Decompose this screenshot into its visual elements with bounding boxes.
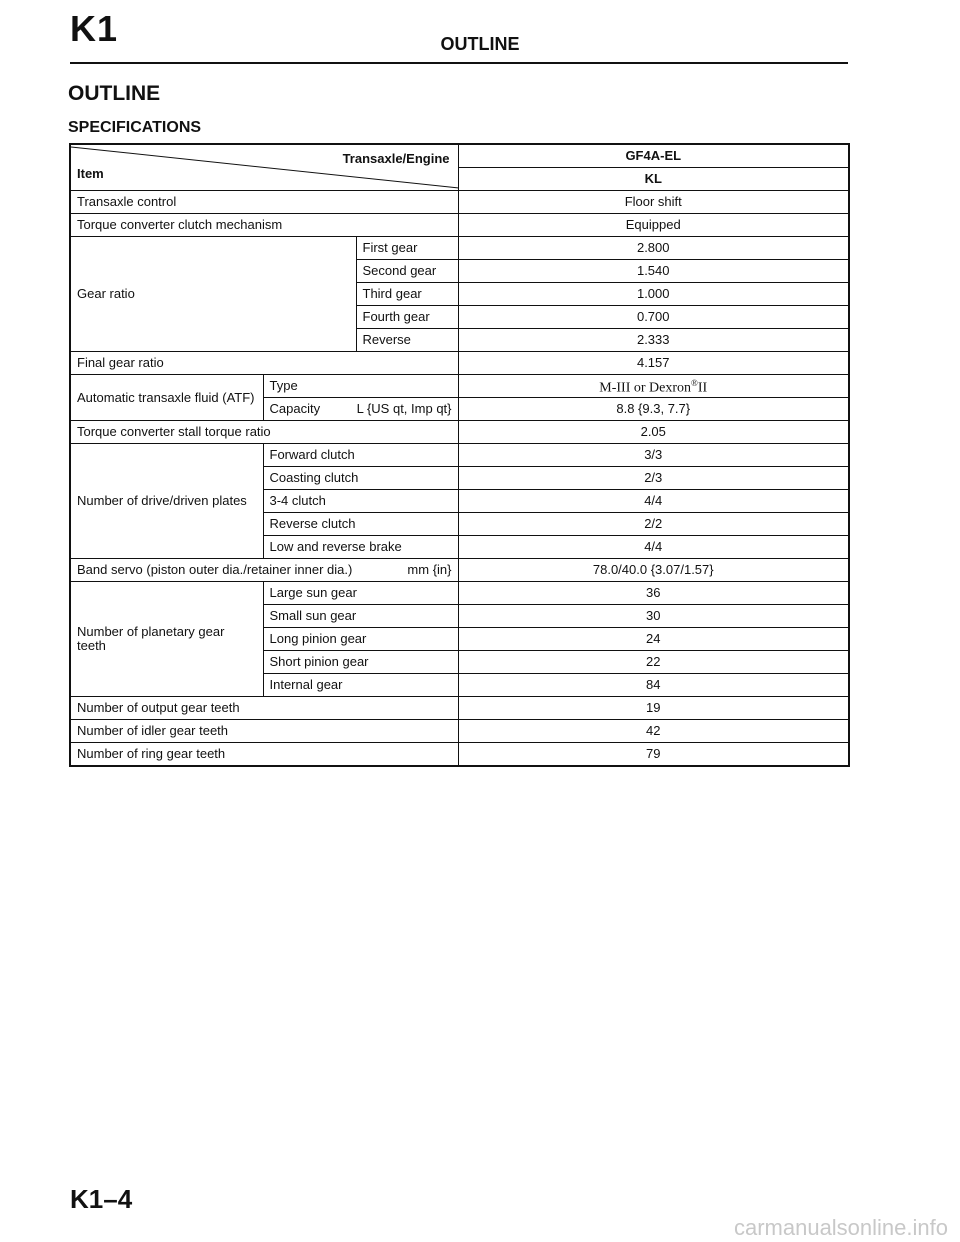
sub-label: Short pinion gear bbox=[263, 651, 458, 674]
sub-label: Second gear bbox=[356, 260, 458, 283]
row-value: 0.700 bbox=[458, 306, 849, 329]
section-code: K1 bbox=[70, 8, 119, 49]
row-value: 8.8 {9.3, 7.7} bbox=[458, 398, 849, 421]
atf-type-value-main: M-III or Dexron bbox=[599, 380, 692, 396]
row-label: Transaxle control bbox=[70, 191, 458, 214]
sub-label: Fourth gear bbox=[356, 306, 458, 329]
sub-label: Low and reverse brake bbox=[263, 536, 458, 559]
table-row bbox=[70, 444, 849, 467]
table-row bbox=[70, 421, 849, 444]
row-value: 22 bbox=[458, 651, 849, 674]
table-row bbox=[70, 375, 849, 398]
table-row bbox=[70, 582, 849, 605]
row-value: 24 bbox=[458, 628, 849, 651]
row-label: Number of idler gear teeth bbox=[70, 720, 458, 743]
row-value: 30 bbox=[458, 605, 849, 628]
row-value: Equipped bbox=[458, 214, 849, 237]
row-value: 2.800 bbox=[458, 237, 849, 260]
atf-label: Automatic transaxle fluid (ATF) bbox=[70, 375, 263, 421]
sub-label: First gear bbox=[356, 237, 458, 260]
table-row bbox=[70, 743, 849, 767]
row-label bbox=[70, 559, 458, 582]
running-header: OUTLINE bbox=[440, 34, 520, 54]
row-value: 78.0/40.0 {3.07/1.57} bbox=[458, 559, 849, 582]
sub-label: Small sun gear bbox=[263, 605, 458, 628]
band-servo-label: Band servo (piston outer dia./retainer inner dia.) bbox=[77, 562, 353, 577]
row-value: 2.333 bbox=[458, 329, 849, 352]
row-value: 4/4 bbox=[458, 490, 849, 513]
row-value: Floor shift bbox=[458, 191, 849, 214]
row-value: 2/3 bbox=[458, 467, 849, 490]
table-row bbox=[70, 191, 849, 214]
section-subtitle: SPECIFICATIONS bbox=[68, 119, 202, 136]
page-title: OUTLINE bbox=[68, 82, 161, 105]
table-row bbox=[70, 559, 849, 582]
sub-label bbox=[263, 398, 458, 421]
capacity-label: Capacity bbox=[269, 401, 321, 416]
sub-label: Third gear bbox=[356, 283, 458, 306]
row-label: Torque converter clutch mechanism bbox=[70, 214, 458, 237]
header-rule bbox=[70, 62, 848, 64]
sub-label: Type bbox=[263, 375, 458, 398]
gear-ratio-label: Gear ratio bbox=[70, 237, 356, 352]
row-value: 42 bbox=[458, 720, 849, 743]
header-transaxle-engine: Transaxle/Engine bbox=[342, 151, 450, 166]
page-number: K1–4 bbox=[70, 1184, 133, 1214]
row-value: 79 bbox=[458, 743, 849, 767]
row-value: 1.000 bbox=[458, 283, 849, 306]
table-row bbox=[70, 237, 849, 260]
sub-label: Coasting clutch bbox=[263, 467, 458, 490]
row-label: Final gear ratio bbox=[70, 352, 458, 375]
row-label: Number of output gear teeth bbox=[70, 697, 458, 720]
registered-mark: ® bbox=[691, 378, 698, 389]
sub-label: Internal gear bbox=[263, 674, 458, 697]
row-value: 2.05 bbox=[458, 421, 849, 444]
header-item: Item bbox=[77, 166, 104, 181]
table-row bbox=[70, 697, 849, 720]
atf-type-value bbox=[458, 375, 849, 398]
sub-label: Large sun gear bbox=[263, 582, 458, 605]
table-row bbox=[70, 214, 849, 237]
row-value: 3/3 bbox=[458, 444, 849, 467]
row-value: 36 bbox=[458, 582, 849, 605]
model-cell: GF4A-EL bbox=[458, 144, 849, 168]
sub-label: Reverse bbox=[356, 329, 458, 352]
capacity-unit: L {US qt, Imp qt} bbox=[356, 401, 452, 416]
row-value: 2/2 bbox=[458, 513, 849, 536]
sub-label: Reverse clutch bbox=[263, 513, 458, 536]
table-header-diagonal bbox=[70, 144, 458, 191]
sub-label: Forward clutch bbox=[263, 444, 458, 467]
plates-label: Number of drive/driven plates bbox=[70, 444, 263, 559]
row-value: 84 bbox=[458, 674, 849, 697]
row-label: Number of ring gear teeth bbox=[70, 743, 458, 767]
row-value: 4.157 bbox=[458, 352, 849, 375]
row-label: Torque converter stall torque ratio bbox=[70, 421, 458, 444]
sub-label: Long pinion gear bbox=[263, 628, 458, 651]
sub-label: 3-4 clutch bbox=[263, 490, 458, 513]
row-value: 1.540 bbox=[458, 260, 849, 283]
specifications-table bbox=[69, 143, 850, 767]
row-value: 19 bbox=[458, 697, 849, 720]
planetary-label: Number of planetary gear teeth bbox=[70, 582, 263, 697]
watermark: carmanualsonline.info bbox=[733, 1215, 948, 1240]
atf-type-value-suffix: II bbox=[697, 380, 708, 396]
table-row bbox=[70, 720, 849, 743]
band-servo-unit: mm {in} bbox=[407, 562, 452, 577]
row-value: 4/4 bbox=[458, 536, 849, 559]
variant-cell: KL bbox=[458, 168, 849, 191]
table-row bbox=[70, 352, 849, 375]
